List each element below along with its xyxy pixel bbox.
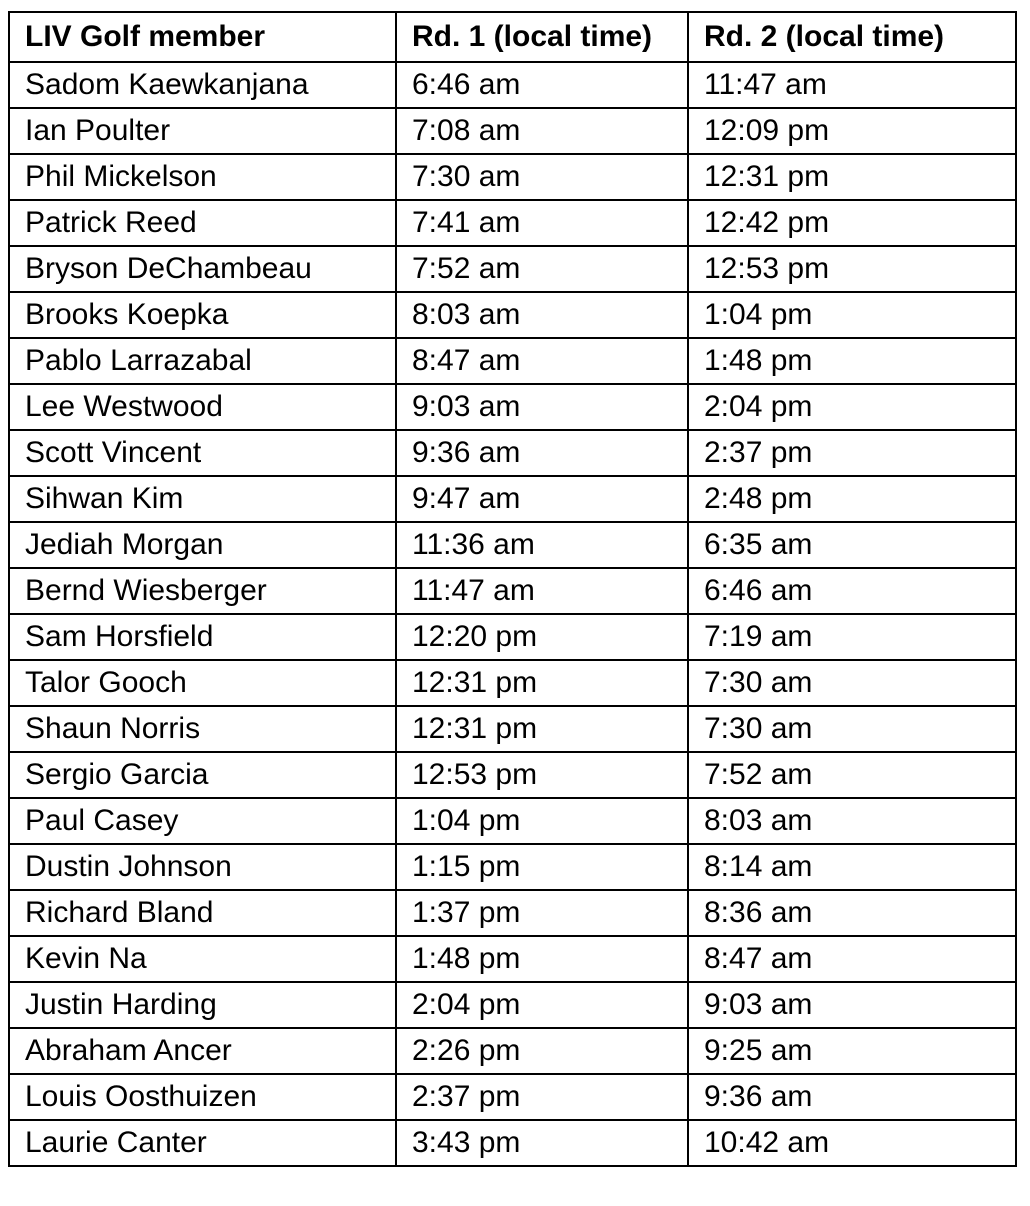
table-row [9,338,1016,384]
cell-member: Lee Westwood [9,384,396,430]
cell-round-1: 7:41 am [396,200,688,246]
cell-member: Louis Oosthuizen [9,1074,396,1120]
cell-member: Pablo Larrazabal [9,338,396,384]
table-row [9,522,1016,568]
cell-member: Sadom Kaewkanjana [9,62,396,108]
table-row [9,982,1016,1028]
cell-round-1: 12:31 pm [396,706,688,752]
cell-round-2: 7:30 am [688,706,1016,752]
table-row [9,752,1016,798]
cell-round-2: 2:37 pm [688,430,1016,476]
table-row [9,108,1016,154]
cell-member: Kevin Na [9,936,396,982]
table-row [9,568,1016,614]
cell-round-1: 1:04 pm [396,798,688,844]
cell-round-2: 12:31 pm [688,154,1016,200]
cell-member: Scott Vincent [9,430,396,476]
cell-round-2: 8:36 am [688,890,1016,936]
header-round-1: Rd. 1 (local time) [396,12,688,62]
cell-round-2: 8:47 am [688,936,1016,982]
cell-round-2: 7:19 am [688,614,1016,660]
table-row [9,384,1016,430]
cell-round-2: 9:25 am [688,1028,1016,1074]
cell-round-1: 9:03 am [396,384,688,430]
cell-round-1: 1:48 pm [396,936,688,982]
cell-round-2: 10:42 am [688,1120,1016,1166]
cell-member: Shaun Norris [9,706,396,752]
table-row [9,292,1016,338]
cell-round-2: 12:53 pm [688,246,1016,292]
cell-member: Dustin Johnson [9,844,396,890]
cell-round-1: 9:47 am [396,476,688,522]
cell-member: Sam Horsfield [9,614,396,660]
cell-round-1: 1:15 pm [396,844,688,890]
table-row [9,200,1016,246]
table-body [9,62,1016,1166]
header-member: LIV Golf member [9,12,396,62]
cell-round-2: 12:09 pm [688,108,1016,154]
cell-round-1: 6:46 am [396,62,688,108]
cell-member: Sergio Garcia [9,752,396,798]
cell-round-1: 8:03 am [396,292,688,338]
cell-member: Richard Bland [9,890,396,936]
cell-member: Sihwan Kim [9,476,396,522]
table-row [9,890,1016,936]
table-row [9,1120,1016,1166]
table-row [9,614,1016,660]
table-row [9,476,1016,522]
cell-round-1: 9:36 am [396,430,688,476]
cell-member: Bryson DeChambeau [9,246,396,292]
cell-round-2: 6:46 am [688,568,1016,614]
cell-round-2: 12:42 pm [688,200,1016,246]
cell-round-1: 12:20 pm [396,614,688,660]
cell-member: Jediah Morgan [9,522,396,568]
table-row [9,1074,1016,1120]
cell-round-1: 12:53 pm [396,752,688,798]
header-round-2: Rd. 2 (local time) [688,12,1016,62]
table-row [9,430,1016,476]
cell-round-1: 11:47 am [396,568,688,614]
cell-round-1: 2:26 pm [396,1028,688,1074]
cell-round-2: 2:04 pm [688,384,1016,430]
cell-round-1: 2:04 pm [396,982,688,1028]
cell-member: Brooks Koepka [9,292,396,338]
cell-round-2: 1:48 pm [688,338,1016,384]
table-row [9,844,1016,890]
cell-round-2: 11:47 am [688,62,1016,108]
cell-round-1: 7:52 am [396,246,688,292]
header-row [9,12,1016,62]
cell-round-1: 7:30 am [396,154,688,200]
cell-round-1: 11:36 am [396,522,688,568]
cell-round-2: 9:03 am [688,982,1016,1028]
cell-round-2: 6:35 am [688,522,1016,568]
cell-member: Talor Gooch [9,660,396,706]
cell-round-2: 8:03 am [688,798,1016,844]
table-row [9,706,1016,752]
table-row [9,246,1016,292]
cell-member: Abraham Ancer [9,1028,396,1074]
table-row [9,1028,1016,1074]
cell-round-2: 7:52 am [688,752,1016,798]
table-row [9,154,1016,200]
cell-member: Ian Poulter [9,108,396,154]
table-row [9,660,1016,706]
cell-round-1: 3:43 pm [396,1120,688,1166]
cell-round-1: 12:31 pm [396,660,688,706]
cell-round-2: 2:48 pm [688,476,1016,522]
cell-member: Laurie Canter [9,1120,396,1166]
cell-round-2: 8:14 am [688,844,1016,890]
cell-round-1: 2:37 pm [396,1074,688,1120]
cell-member: Patrick Reed [9,200,396,246]
cell-member: Phil Mickelson [9,154,396,200]
cell-round-2: 9:36 am [688,1074,1016,1120]
cell-round-2: 7:30 am [688,660,1016,706]
cell-member: Bernd Wiesberger [9,568,396,614]
cell-round-1: 1:37 pm [396,890,688,936]
table-header [9,12,1016,62]
table-row [9,936,1016,982]
cell-round-1: 8:47 am [396,338,688,384]
cell-round-2: 1:04 pm [688,292,1016,338]
table-row [9,798,1016,844]
cell-member: Justin Harding [9,982,396,1028]
cell-member: Paul Casey [9,798,396,844]
tee-times-table [8,11,1017,1167]
table-row [9,62,1016,108]
cell-round-1: 7:08 am [396,108,688,154]
